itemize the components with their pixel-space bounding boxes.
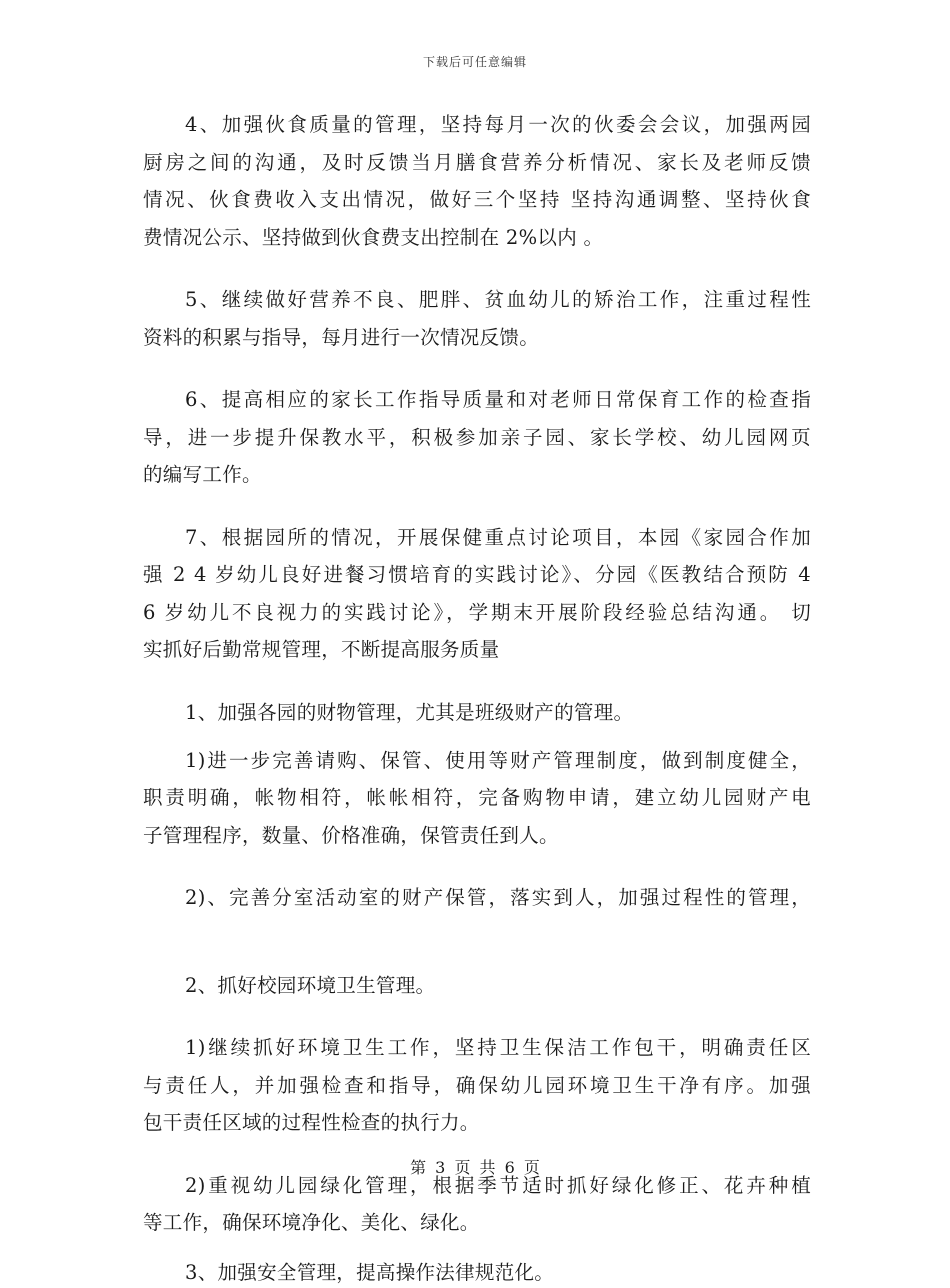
text-line: 子管理程序，数量、价格准确，保管责任到人。 xyxy=(143,824,559,847)
text-line: 2)重视幼儿园绿化管理，根据季节适时抓好绿化修正、花卉种植 xyxy=(185,1174,811,1197)
text-line: 厨房之间的沟通，及时反馈当月膳食营养分析情况、家长及老师反馈 xyxy=(143,151,811,174)
text-line: 7、根据园所的情况，开展保健重点讨论项目，本园《家园合作加 xyxy=(185,526,811,549)
text-line: 费情况公示、坚持做到伙食费支出控制在 2%以内 。 xyxy=(143,226,604,249)
page-header: 下载后可任意编辑 xyxy=(422,55,527,69)
text-line: 3、加强安全管理，提高操作法律规范化。 xyxy=(185,1261,555,1284)
text-line: 实抓好后勤常规管理，不断提高服务质量 xyxy=(143,638,500,661)
text-line: 6、提高相应的家长工作指导质量和对老师日常保育工作的检查指 xyxy=(185,388,811,411)
text-line: 2)、完善分室活动室的财产保管，落实到人，加强过程性的管理， xyxy=(185,886,811,909)
text-line: 与责任人，并加强检查和指导，确保幼儿园环境卫生干净有序。加强 xyxy=(143,1074,811,1097)
text-line: 1、加强各园的财物管理，尤其是班级财产的管理。 xyxy=(185,701,634,724)
text-line: 2、抓好校园环境卫生管理。 xyxy=(185,974,436,997)
page-number-footer: 第 3 页 共 6 页 xyxy=(410,1158,540,1177)
text-line: 5、继续做好营养不良、肥胖、贫血幼儿的矫治工作，注重过程性 xyxy=(185,288,811,311)
text-line: 4、加强伙食质量的管理，坚持每月一次的伙委会会议，加强两园 xyxy=(185,113,811,136)
text-line: 情况、伙食费收入支出情况，做好三个坚持 坚持沟通调整、坚持伙食 xyxy=(143,188,811,211)
text-line: 1)继续抓好环境卫生工作，坚持卫生保洁工作包干，明确责任区 xyxy=(185,1036,811,1059)
text-line: 职责明确，帐物相符，帐帐相符，完备购物申请，建立幼儿园财产电 xyxy=(143,786,811,809)
text-line: 等工作，确保环境净化、美化、绿化。 xyxy=(143,1211,480,1234)
text-line: 1)进一步完善请购、保管、使用等财产管理制度，做到制度健全， xyxy=(185,749,811,772)
text-line: 导，进一步提升保教水平，积极参加亲子园、家长学校、幼儿园网页 xyxy=(143,426,811,449)
text-line: 的编写工作。 xyxy=(143,463,262,486)
text-line: 6 岁幼儿不良视力的实践讨论》，学期末开展阶段经验总结沟通。 切 xyxy=(143,601,811,624)
text-line: 强 2 4 岁幼儿良好进餐习惯培育的实践讨论》、分园《医教结合预防 4 xyxy=(143,563,811,586)
text-line: 包干责任区域的过程性检查的执行力。 xyxy=(143,1111,480,1134)
text-line: 资料的积累与指导，每月进行一次情况反馈。 xyxy=(143,326,540,349)
